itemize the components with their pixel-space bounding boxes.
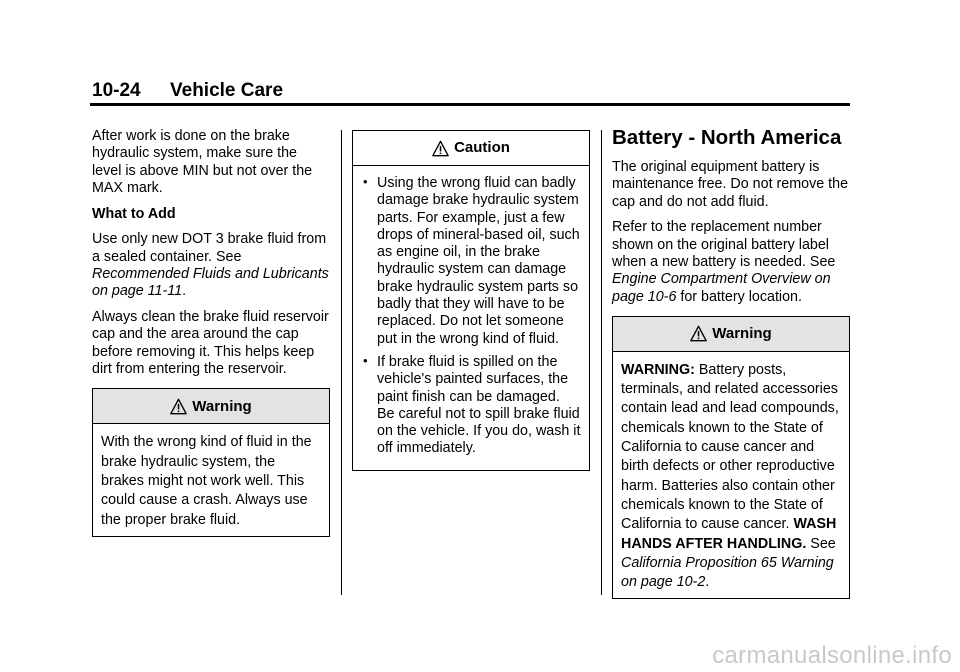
column-3 [612, 126, 850, 599]
warning-body: With the wrong kind of fluid in the brake hydraulic system, the brakes might not work well. This could cause a crash. Always use the proper brake fluid. [101, 434, 312, 528]
paragraph-maintenance-free: The original equipment battery is maintenance free. Do not remove the cap and do not add fluid. [612, 159, 849, 210]
warning-header [93, 389, 329, 424]
warning-title: Warning [192, 397, 252, 415]
caution-body [353, 166, 589, 470]
column-1 [92, 128, 330, 537]
caution-triangle-icon [432, 140, 449, 157]
page-number: 10-24 [92, 80, 141, 101]
paragraph-clean-reservoir: Always clean the brake fluid reservoir cap and the area around the cap before removing it. This helps keep dirt from entering the reservoir. [92, 309, 329, 378]
caution-box [352, 130, 590, 471]
page-header [92, 80, 283, 102]
warning-triangle-icon [170, 398, 187, 415]
cross-reference-link[interactable]: Recommended Fluids and Lubricants on page 11-11 [92, 266, 329, 300]
warning-box-brake-fluid [92, 388, 330, 536]
subheading-what-to-add: What to Add [92, 205, 176, 222]
watermark: carmanualsonline.info [712, 642, 952, 669]
column-2 [352, 130, 590, 471]
cross-reference-link[interactable]: California Proposition 65 Warning on page 10-2 [621, 554, 834, 591]
warning-title: Warning [712, 325, 772, 343]
chapter-title: Vehicle Care [170, 80, 284, 101]
warning-header [613, 317, 849, 352]
paragraph-replacement-number: Refer to the replacement number shown on the original battery label when a new battery is needed. See Engine Compartment Overview on page 10-6 for battery location. [612, 219, 836, 305]
caution-list [361, 175, 581, 458]
caution-title: Caution [454, 139, 510, 157]
cross-reference-link[interactable]: Engine Compartment Overview on page 10-6 [612, 271, 831, 305]
warning-triangle-icon [690, 325, 707, 342]
caution-bullet: • If brake fluid is spilled on the vehicle's painted surfaces, the paint finish can be damaged. Be careful not to spill brake fluid on the vehicle. If you do, wash it off immediately. [361, 354, 581, 458]
warning-box-battery [612, 316, 850, 600]
column-divider-1 [341, 130, 342, 595]
paragraph-dot3: Use only new DOT 3 brake fluid from a sealed container. See Recommended Fluids and Lubricants on page 11-11. [92, 231, 329, 300]
column-divider-2 [601, 130, 602, 595]
header-rule [90, 103, 850, 106]
section-heading-battery: Battery - North America [612, 126, 842, 149]
paragraph-brake-level: After work is done on the brake hydraulic system, make sure the level is above MIN but not over the MAX mark. [92, 128, 313, 196]
warning-body: WARNING: Battery posts, terminals, and related accessories contain lead and lead compounds, chemicals known to the State of California to cause cancer and birth defects or other reproductive harm. Batteries also contain other chemicals known to the State of California to cause cancer. WASH HANDS AFTER HANDLING. See California Proposition 65 Warning on page 10-2. [621, 361, 839, 591]
caution-bullet: • Using the wrong fluid can badly damage brake hydraulic system parts. For example, just a few drops of mineral-based oil, such as engine oil, in the brake hydraulic system can damage brake hydraulic system parts so badly that they will have to be replaced. Do not let someone put in the wrong kind of fluid. [361, 175, 581, 348]
caution-header [353, 131, 589, 166]
